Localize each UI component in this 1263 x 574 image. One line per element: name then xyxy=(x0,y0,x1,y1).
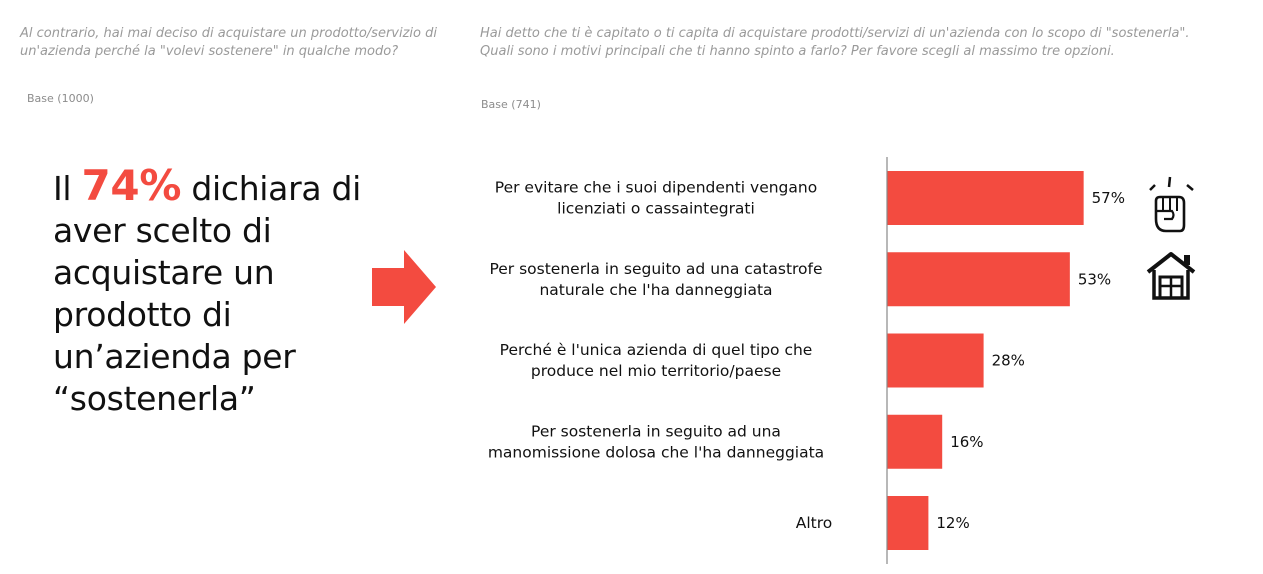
category-label-4 xyxy=(796,514,833,532)
category-label-line: produce nel mio territorio/paese xyxy=(530,362,782,380)
category-label-line: Per sostenerla in seguito ad una catastrofe xyxy=(489,259,823,278)
category-label-line: Altro xyxy=(795,514,833,532)
category-label-1 xyxy=(489,260,822,299)
category-label-line: Per sostenerla in seguito ad una xyxy=(531,422,781,441)
headline-prefix: Il xyxy=(53,169,82,208)
category-label-0 xyxy=(495,179,817,218)
right-base-label: Base (741) xyxy=(481,98,541,111)
headline-percentage: 74% xyxy=(81,161,182,210)
house-icon xyxy=(1148,254,1194,298)
category-label-line: Per evitare che i suoi dipendenti vengano xyxy=(494,178,818,197)
bars-layer xyxy=(887,171,1084,550)
bar-3 xyxy=(887,415,942,469)
left-question-text: Al contrario, hai mai deciso di acquistare un prodotto/servizio di un'azienda perché la "volevi sostenere" in qualche modo? xyxy=(20,26,437,59)
value-label-2: 28% xyxy=(991,351,1025,370)
headline-suffix: dichiara di aver scelto di acquistare un prodotto di un’azienda per “sostenerla” xyxy=(53,169,361,418)
value-label-3: 16% xyxy=(950,432,984,451)
category-labels-layer xyxy=(488,179,832,533)
category-label-2 xyxy=(500,341,813,380)
category-label-line: naturale che l'ha danneggiata xyxy=(539,280,773,299)
bar-0 xyxy=(887,171,1084,225)
category-label-3 xyxy=(488,422,824,461)
bar-2 xyxy=(887,334,984,388)
value-label-4: 12% xyxy=(936,514,970,532)
value-label-0: 57% xyxy=(1091,189,1125,207)
left-base-label: Base (1000) xyxy=(27,92,94,105)
bar-1 xyxy=(887,252,1070,306)
bar-4 xyxy=(887,496,928,550)
value-label-1: 53% xyxy=(1077,270,1112,289)
category-label-line: manomissione dolosa che l'ha danneggiata xyxy=(487,443,825,462)
right-question-text: Hai detto che ti è capitato o ti capita di acquistare prodotti/servizi di un'azienda con lo scopo di "sostenerla". Quali sono i motivi principali che ti hanno spinto a farlo? Per favore scegli al massimo tre opzioni. xyxy=(480,26,1190,59)
category-label-line: licenziati o cassaintegrati xyxy=(557,199,755,218)
category-label-line: Perché è l'unica azienda di quel tipo che xyxy=(499,341,813,359)
raised-fist-icon xyxy=(1150,177,1193,231)
